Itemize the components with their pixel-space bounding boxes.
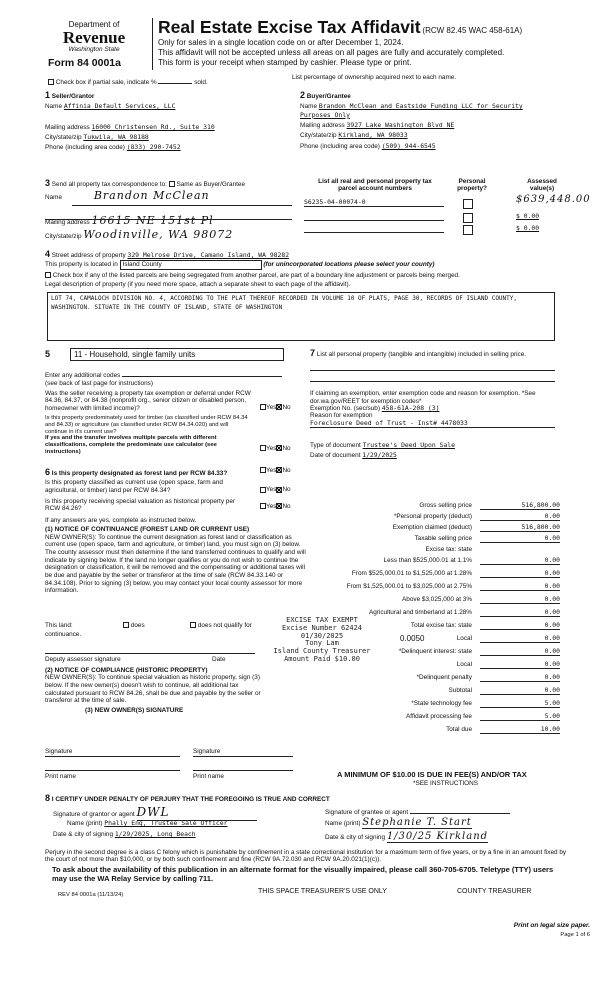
calc-row: [310, 685, 562, 698]
s6-q3-no-checkbox[interactable]: [276, 503, 282, 509]
segregation-checkbox[interactable]: [45, 272, 51, 278]
does-not-checkbox[interactable]: [190, 622, 196, 628]
no-label: No: [282, 486, 291, 494]
calc-row: [310, 594, 562, 607]
notice-1-title: (1) NOTICE OF CONTINUANCE (FOREST LAND OR CURRENT USE): [45, 526, 250, 534]
s1-city-field[interactable]: Tukwila, WA 98188: [83, 133, 149, 142]
s5-q2a: Is this property predominately used for timber (as classified under RCW 84.34 and 84.33) or agriculture (as classified under RCW 84.34.020) and will continue in it's current use?: [45, 414, 248, 435]
owner-sig-line-1[interactable]: [45, 756, 180, 757]
calc-value[interactable]: 0.00: [480, 596, 560, 604]
treasurer-use-only: THIS SPACE TREASURER'S USE ONLY: [258, 888, 387, 895]
calc-label: Local: [456, 661, 472, 668]
form-title: [158, 17, 522, 37]
partial-pct-field[interactable]: [158, 77, 192, 84]
s2-addr-label: Mailing address: [300, 122, 345, 130]
s5-q1: Was the seller receiving a property tax exemption or deferral under RCW 84.36, 84.37, or 84.38 (nonprofit org., senior citizen or disabled person, homeowner with limited income)?: [45, 389, 251, 412]
does-not-label: does not qualify for: [197, 622, 252, 629]
local-rate: 0.0050: [400, 634, 425, 643]
sub-line-2: This affidavit will not be accepted unless all areas on all pages are fully and accurately completed.: [158, 47, 505, 57]
calc-label: Above $3,025,000 at 3%: [402, 596, 472, 603]
calc-label: Less than $525,000.01 at 1.1%: [383, 557, 472, 564]
continuance-label: continuance.: [45, 631, 82, 639]
perjury-notice: Perjury in the second degree is a class C felony which is punishable by confinement in a state correctional institution for a maximum term of five years, or by a fine in an amount fixed by the court of not more than $10,000, or by both such confinement and fine (RCW 9A.72.030 and RCW 9A.20.021(1)(c)).: [45, 849, 567, 864]
personal-checkbox[interactable]: [463, 225, 473, 235]
stamp-line: EXCISE TAX EXEMPT: [286, 616, 358, 624]
calc-row: [310, 568, 562, 581]
s6-q2-no-checkbox[interactable]: [276, 487, 282, 493]
s3-number: 3: [45, 178, 51, 188]
s3-label: Send all property tax correspondence to:: [51, 181, 167, 188]
no-label: No: [282, 467, 291, 474]
segregation-label: Check box if any of the listed parcels are being segregated from another parcel, are part of a boundary line adjustment or parcels being merged.: [52, 271, 460, 279]
partial-sale-checkbox[interactable]: [48, 79, 54, 85]
legal-label: Legal description of property (if you need more space, attach a separate sheet to each page of the affidavit).: [45, 281, 351, 289]
dor-logo: [42, 20, 146, 54]
parcel-table: [300, 178, 591, 237]
s6-number: 6: [45, 467, 51, 477]
s1-name-field[interactable]: Affinia Default Services, LLC: [63, 102, 176, 111]
s4-street-label: Street address of property: [51, 252, 126, 259]
s2-number: 2: [300, 90, 306, 100]
doc-date-field[interactable]: 1/29/2025: [362, 450, 397, 459]
s2-title-text: Buyer/Grantee: [306, 93, 351, 100]
s1-number: 1: [45, 90, 51, 100]
sub-line-3: This form is your receipt when stamped by cashier. Please type or print.: [158, 57, 412, 67]
s3-name-line: [72, 205, 292, 206]
calc-label: Gross selling price: [419, 502, 472, 509]
deputy-sig-line[interactable]: [45, 653, 255, 654]
calc-row: [310, 555, 562, 568]
section-4: [45, 249, 565, 288]
s4-number: 4: [45, 249, 51, 259]
calc-value[interactable]: 0.00: [480, 513, 560, 521]
s3-name-label: Name: [45, 194, 63, 202]
yes-label: Yes: [266, 503, 277, 511]
s3-city-field[interactable]: Woodinville, WA 98072: [83, 227, 234, 241]
dept-logo-text: Revenue: [62, 28, 126, 48]
grantee-date-field[interactable]: 1/30/25 Kirkland: [386, 831, 489, 842]
sub-line-1: Only for sales in a single location code on or after December 1, 2024.: [158, 38, 404, 47]
calc-label: Exemption claimed (deduct): [392, 524, 472, 531]
calc-value[interactable]: 516,800.00: [480, 524, 560, 532]
notice-1-body: NEW OWNER(S): To continue the current designation as forest land or classification as current use (open space, farm and agriculture, or timber) land, you must sign on (3) below. The county assessor must then determine if the land transferred continues to qualify and will indicate by signing below. If the land no longer qualifies or you do not wish to continue the designation or classification, it will be removed and the compensating or additional taxes will be due and payable by the seller or transferor at the time of sale (RCW 84.33.140 or 84.34.108). Prior to signing (3) below, you may contact your local county assessor for more information.: [45, 533, 306, 595]
owner-sig-line-2[interactable]: [193, 756, 293, 757]
s3-name-field[interactable]: Brandon McClean: [93, 189, 210, 203]
s3-same-label: Same as Buyer/Grantee: [176, 181, 246, 188]
use-code-value: 11 - Household, single family units: [74, 350, 196, 359]
owner-print-line-2[interactable]: [193, 770, 293, 771]
calc-value[interactable]: 0.00: [480, 635, 560, 643]
calc-value[interactable]: 0.00: [480, 661, 560, 669]
personal-checkbox[interactable]: [463, 199, 473, 209]
see-back-label: (see back of last page for instructions): [45, 379, 153, 387]
dept-line1: Department of: [68, 20, 120, 29]
does-checkbox[interactable]: [123, 622, 129, 628]
grantee-date-label: Date & city of signing: [325, 834, 386, 841]
personal-prop-line-1[interactable]: [310, 370, 555, 371]
grantor-date-label: Date & city of signing: [53, 831, 114, 838]
grantor-sig-label: Signature of grantor or agent: [53, 811, 135, 818]
alt-format-notice: To ask about the availability of this publication in an alternate format for the visually impaired, please call 360-705-6705. Teletype (TTY) users may use the WA Relay Service by calling 711.: [52, 865, 554, 883]
s2-name-label: Name: [300, 103, 318, 111]
legal-paper-note: Print on legal size paper.: [513, 922, 590, 929]
parcel-row: [300, 225, 580, 237]
stamp-line: Island County Treasurer: [273, 647, 371, 656]
s2-city-field[interactable]: Kirkland, WA 98033: [338, 131, 408, 140]
does-label: does: [130, 622, 145, 629]
calc-label: *State technology fee: [411, 700, 472, 707]
add-codes-label: Enter any additional codes: [45, 372, 121, 380]
calc-value[interactable]: 0.00: [480, 570, 560, 578]
grantor-sig-field[interactable]: DWL: [137, 806, 257, 821]
calc-row: [310, 672, 562, 685]
calc-label: Subtotal: [448, 687, 472, 694]
section-1: [45, 90, 285, 152]
stamp-line: 01/30/2025: [300, 631, 344, 640]
s4-county-label: This property is located in: [45, 261, 118, 269]
calc-value[interactable]: 5.00: [480, 700, 560, 708]
s1-phone-field[interactable]: (833) 290-7452: [126, 143, 181, 152]
parcel-acct-field[interactable]: [304, 213, 444, 221]
parcel-value-field[interactable]: $639,448.00: [516, 194, 591, 205]
assessed-h1: Assessed: [527, 178, 557, 185]
parcel-value-field[interactable]: $ 0.00: [516, 224, 540, 232]
s1-title-text: Seller/Grantor: [51, 93, 95, 100]
calc-label: From $525,000.01 to $1,525,000 at 1.28%: [351, 570, 472, 577]
s1-name-label: Name: [45, 103, 63, 111]
calc-label: Total due: [446, 726, 472, 733]
exempt-no-field[interactable]: 458-61A-208 (3): [381, 404, 440, 413]
notice-2-body: NEW OWNER(S): To continue special valuation as historic property, sign (3) below. If the new owner(s) doesn't wish to continue, all additional tax calculated pursuant to RCW 84.26, shall be due and payable by the seller or transferor at the time of sale.: [45, 674, 261, 705]
s1-addr-field[interactable]: 16000 Christensen Rd., Suite 310: [91, 122, 215, 131]
calc-value[interactable]: 0.00: [480, 674, 560, 682]
section-7: [310, 348, 560, 459]
calc-label: Taxable selling price: [414, 535, 472, 542]
pct-note: List percentage of ownership acquired next to each name.: [292, 74, 457, 81]
section-3: [45, 178, 295, 241]
partial-sale-label: Check box if partial sale, indicate %: [55, 79, 157, 86]
owner-print-line-1[interactable]: [45, 770, 180, 771]
calc-row: [310, 500, 562, 511]
treasurer-stamp: [262, 617, 382, 664]
calc-value[interactable]: 0.00: [480, 648, 560, 656]
stamp-line: Tony Lam: [305, 639, 339, 648]
grantor-date-field[interactable]: 1/29/2025, Long Beach: [114, 830, 196, 838]
s3-addr-field[interactable]: 16615 NE 151st Pl: [91, 214, 214, 227]
notice-2: [45, 667, 265, 714]
s5-q2-no-checkbox[interactable]: [276, 445, 282, 451]
calc-label: Excise tax: state: [425, 546, 472, 553]
s2-phone-label: Phone (including area code): [300, 142, 380, 150]
calc-value[interactable]: 0.00: [480, 583, 560, 591]
parcel-h2: parcel account numbers: [338, 185, 412, 193]
s6-q3-yes-checkbox[interactable]: [260, 503, 266, 509]
parcel-acct-field[interactable]: S6235-04-00074-0: [304, 199, 444, 207]
county-note: (for unincorporated locations please select your county): [263, 261, 435, 269]
certify-text: I CERTIFY UNDER PENALTY OF PERJURY THAT THE FOREGOING IS TRUE AND CORRECT: [51, 796, 330, 803]
owner-print-label-1: Print name: [45, 773, 76, 780]
calc-row: [310, 522, 562, 533]
calc-value[interactable]: 0.00: [480, 622, 560, 630]
calc-label: *Delinquent interest: state: [398, 648, 472, 655]
notice-2-title: (2) NOTICE OF COMPLIANCE (HISTORIC PROPERTY): [45, 667, 208, 674]
s6-q4: If any answers are yes, complete as instructed below.: [45, 516, 197, 524]
new-owner-sigs: [45, 746, 295, 780]
calc-value[interactable]: 0.00: [480, 609, 560, 617]
calc-row: [310, 544, 562, 555]
s5-q2-yes-checkbox[interactable]: [260, 445, 266, 451]
header-divider: [152, 18, 153, 70]
add-codes-field[interactable]: [122, 370, 282, 377]
yes-label: Yes: [266, 486, 277, 494]
page-number: Page 1 of 6: [560, 932, 590, 938]
partial-sold-label: sold.: [194, 79, 208, 86]
doc-type-label: Type of document: [310, 442, 361, 450]
deputy-date-label: Date: [212, 656, 226, 663]
county-value: Island County: [122, 261, 162, 269]
reason-label: Reason for exemption: [310, 412, 373, 420]
section-5: [45, 348, 305, 456]
calc-label: Agricultural and timberland at 1.28%: [368, 609, 472, 616]
s7-number: 7: [310, 348, 316, 358]
calc-value[interactable]: 516,800.00: [480, 502, 560, 510]
deputy-sig-label: Deputy assessor signature: [45, 656, 121, 663]
rev-number: REV 84 0001a (11/13/24): [58, 892, 124, 898]
header-sub: [158, 38, 504, 67]
calc-label: *Personal property (deduct): [393, 513, 472, 520]
s3-name-line-2: [45, 219, 292, 220]
calc-label: *Delinquent penalty: [416, 674, 472, 681]
s1-addr-label: Mailing address: [45, 123, 90, 131]
section-2: [300, 90, 560, 150]
s2-phone-field[interactable]: (509) 944-6545: [381, 141, 436, 150]
calc-label: From $1,525,000.01 to $3,025,000 at 2.75%: [346, 583, 472, 590]
title-ref: (RCW 82.45 WAC 458-61A): [422, 26, 523, 35]
legal-description-field[interactable]: [47, 292, 555, 341]
s7-label: List all personal property (tangible and intangible) included in selling price.: [316, 351, 527, 358]
no-label: No: [282, 503, 291, 511]
parcel-acct-field[interactable]: [304, 225, 444, 233]
calc-label: Affidavit processing fee: [406, 713, 472, 720]
personal-prop-line-2[interactable]: [310, 381, 555, 382]
doc-date-label: Date of document: [310, 451, 361, 459]
grantee-sig-field[interactable]: [410, 806, 510, 814]
see-instructions: *SEE INSTRUCTIONS: [413, 780, 478, 787]
personal-checkbox[interactable]: [463, 213, 473, 223]
s8-number: 8: [45, 793, 51, 803]
yes-label: Yes: [266, 403, 277, 411]
county-treasurer: COUNTY TREASURER: [457, 888, 532, 895]
grantee-sig-label: Signature of grantee or agent: [325, 809, 409, 816]
calc-row: [310, 698, 562, 711]
minimum-due: A MINIMUM OF $10.00 IS DUE IN FEE(S) AND/OR TAX: [337, 770, 527, 779]
form-number: Form 84 0001a: [48, 57, 121, 69]
calc-label: Total excise tax: state: [410, 622, 472, 629]
grantee-name-label: Name (print): [325, 820, 361, 827]
owner-sig-label-2: Signature: [193, 748, 221, 755]
stamp-line: Amount Paid $10.00: [284, 655, 360, 664]
notice-3-title: (3) NEW OWNER(S) SIGNATURE: [85, 707, 184, 715]
s6-q2-yes-checkbox[interactable]: [260, 487, 266, 493]
grantor-name-field[interactable]: Phally Eng, Trustee Sale Officer: [104, 819, 228, 827]
county-select[interactable]: [120, 260, 262, 269]
yes-label: Yes: [266, 467, 277, 474]
calc-row: [310, 711, 562, 724]
grantee-name-field[interactable]: Stephanie T. Start: [362, 817, 472, 828]
reason-field[interactable]: Foreclosure Deed of Trust - Inst# 4478033: [310, 418, 468, 427]
s6-q1-no-checkbox[interactable]: [276, 467, 282, 473]
yes-label: Yes: [266, 444, 277, 452]
s6-q2: Is this property classified as current use (open space, farm and agricultural, or timber) land per RCW 84.34?: [45, 479, 223, 494]
calc-value[interactable]: 0.00: [480, 687, 560, 695]
dept-line3: Washington State: [68, 46, 120, 54]
s5-q2b: If yes and the transfer involves multiple parcels with different classifications, complete the predominate use calculator (see instructions): [45, 435, 217, 455]
legal-description-text: LOT 74, CAMALOCH DIVISION NO. 4, ACCORDING TO THE PLAT THEREOF RECORDED IN VOLUME 10 OF PLATS, PAGE 30, RECORDS OF ISLAND COUNTY, WASHINGTON. SITUATE IN THE COUNTY OF ISLAND, STATE OF WASHINGTON: [51, 295, 517, 311]
s5-q1-yes-checkbox[interactable]: [260, 404, 266, 410]
calc-row: [310, 581, 562, 594]
s3-city-label: City/state/zip: [45, 232, 82, 240]
calc-value[interactable]: 0.00: [480, 535, 560, 543]
parcel-h1: List all real and personal property tax: [318, 178, 432, 185]
land-label: This land:: [45, 622, 73, 629]
personal-h1: Personal: [458, 178, 486, 185]
s3-same-checkbox[interactable]: [169, 181, 175, 187]
partial-sale-row: [48, 77, 208, 86]
s1-city-label: City/state/zip: [45, 134, 82, 142]
calc-value[interactable]: 5.00: [480, 713, 560, 721]
owner-print-label-2: Print name: [193, 773, 224, 780]
no-label: No: [282, 403, 291, 411]
s6-q1-yes-checkbox[interactable]: [260, 467, 266, 473]
s2-addr-field[interactable]: 3927 Lake Washington Blvd NE: [346, 121, 455, 130]
calc-row: [310, 724, 562, 737]
s1-phone-label: Phone (including area code): [45, 144, 125, 152]
title-text: Real Estate Excise Tax Affidavit: [158, 17, 421, 37]
section-8: [45, 793, 565, 848]
exempt-no-label: Exemption No. (sec/sub): [310, 405, 380, 413]
parcel-row: [300, 194, 591, 213]
s6-q3: Is this property receiving special valuation as historical property per RCW 84.26?: [45, 498, 236, 513]
assessed-h2: value(s): [529, 185, 555, 193]
calc-row: [310, 533, 562, 544]
exempt-label: If claiming an exemption, enter exemption code and reason for exemption. *See dor.wa.gov/REET for exemption codes*: [310, 390, 536, 405]
use-code-select[interactable]: [70, 348, 284, 361]
parcel-value-field[interactable]: $ 0.00: [516, 212, 540, 220]
s1-title: [45, 90, 285, 100]
personal-h2: property?: [457, 185, 487, 193]
doc-type-field[interactable]: Trustee's Deed Upon Sale: [362, 441, 455, 450]
reason-line: [310, 420, 555, 428]
s5-q1-no-checkbox[interactable]: [276, 404, 282, 410]
s6-q1: Is this property designated as forest land per RCW 84.33?: [51, 470, 228, 477]
calc-row: [310, 511, 562, 522]
calc-value[interactable]: 10.00: [480, 726, 560, 734]
no-label: No: [282, 444, 291, 452]
s2-name-field-2[interactable]: Purposes Only: [300, 110, 351, 119]
stamp-line: Excise Number 62424: [281, 623, 363, 632]
s2-city-label: City/state/zip: [300, 132, 337, 140]
owner-sig-label-1: Signature: [45, 748, 73, 755]
calc-label: Local: [456, 635, 472, 642]
section-6: [45, 467, 307, 595]
s3-addr-label: Mailing address: [45, 219, 90, 226]
s2-name-field-1[interactable]: Brandon McClean and Eastside Funding LLC for Security: [318, 102, 523, 111]
grantor-name-label: Name (print): [67, 820, 103, 827]
s4-street-field[interactable]: 329 Melrose Drive, Camano Island, WA 98282: [127, 251, 290, 259]
calc-value[interactable]: 0.00: [480, 557, 560, 565]
s5-number: 5: [45, 349, 51, 360]
